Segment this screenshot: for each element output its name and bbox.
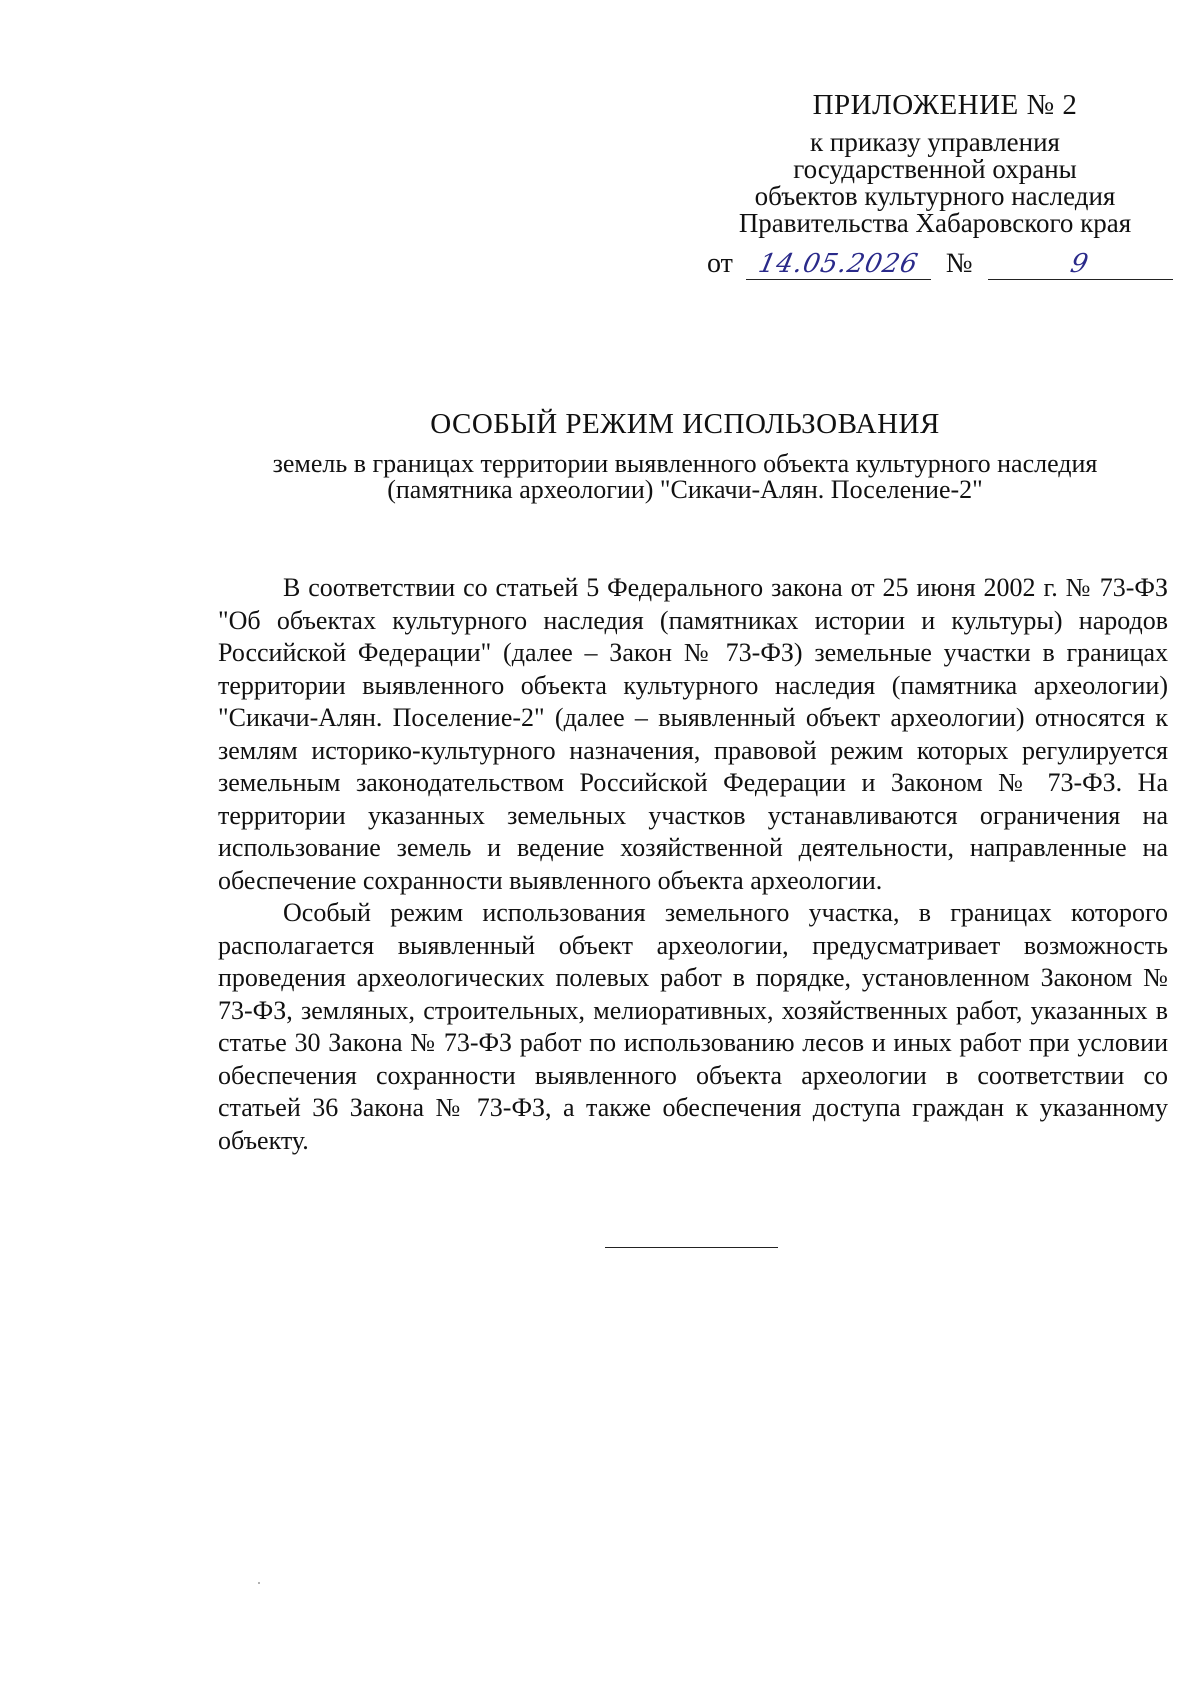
appendix-block [700,89,1170,238]
body-paragraph: В соответствии со статьей 5 Федерального закона от 25 июня 2002 г. № 73-ФЗ "Об объектах культурного наследия (памятниках истории и культуры) народов Российской Федерации" (далее – Закон № 73-ФЗ) земельные участки в границах территории выявленного объекта культурного наследия (памятника археологии) "Сикачи-Алян. Поселение-2" (далее – выявленный объект археологии) относятся к землям историко-культурного назначения, правовой режим которых регулируется земельным законодательством Российской Федерации и Законом № 73-ФЗ. На территории указанных земельных участков устанавливаются ограничения на использование земель и ведение хозяйственной деятельности, направленные на обеспечение сохранности выявленного объекта археологии. [218,573,1168,895]
subtitle-line: (памятника археологии) "Сикачи-Алян. Поселение-2" [387,475,983,504]
document-body [218,572,1168,1157]
appendix-line: к приказу управления [810,127,1060,157]
order-number-label: № [945,248,973,279]
appendix-line: государственной охраны [793,154,1077,184]
appendix-title: ПРИЛОЖЕНИЕ № 2 [812,89,1078,121]
order-date-handwritten: 14.05.2026 [755,249,922,279]
subtitle-line: земель в границах территории выявленного объекта культурного наследия [272,449,1098,478]
document-subtitle [200,451,1170,503]
end-divider [605,1247,778,1248]
order-number-handwritten: 9 [1068,249,1093,279]
order-number-field [988,251,1173,280]
order-date-field [746,251,931,280]
order-date-number-line [707,248,1167,280]
appendix-line: Правительства Хабаровского края [738,208,1132,238]
body-paragraph: Особый режим использования земельного участка, в границах которого располагается выявленный объект археологии, предусматривает возможность проведения археологических полевых работ в порядке, установленном Законом № 73-ФЗ, земляных, строительных, мелиоративных, хозяйственных работ, указанных в статье 30 Закона № 73-ФЗ работ по использованию лесов и иных работ при условии обеспечения сохранности выявленного объекта археологии в соответствии со статьей 36 Закона № 73-ФЗ, а также обеспечения доступа граждан к указанному объекту. [218,898,1168,1155]
appendix-line: объектов культурного наследия [754,181,1116,211]
scan-speck [258,1582,260,1584]
order-from-label: от [707,248,733,279]
document-title: ОСОБЫЙ РЕЖИМ ИСПОЛЬЗОВАНИЯ [430,408,940,440]
